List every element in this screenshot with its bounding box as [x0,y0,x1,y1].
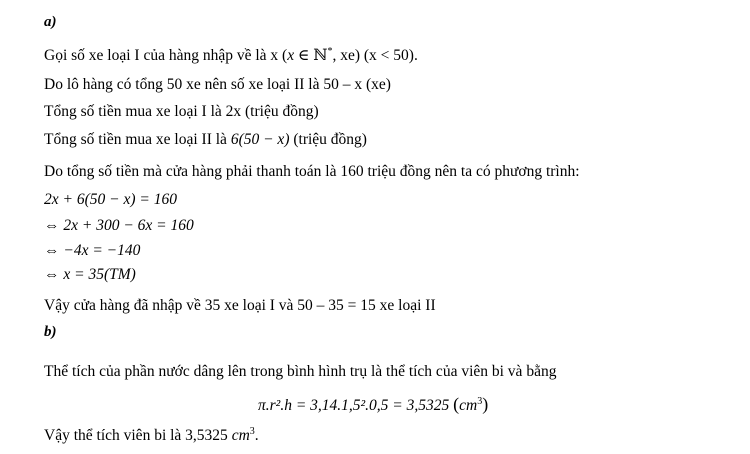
formula-unit-exponent: 3 [477,396,483,407]
line-4-text-post: (triệu đồng) [293,131,367,148]
formula-open-paren: ( [453,394,460,414]
part-a-label: a) [44,14,57,30]
conclusion-unit-exponent: 3 [249,426,255,437]
part-a-line-5: Do tổng số tiền mà cửa hàng phải thanh toán là 160 triệu đồng nên ta có phương trình: [44,163,580,180]
equation-1: 2x + 6(50 − x) = 160 [44,191,177,208]
equation-3: ⇔ −4x = −140 [44,242,141,259]
formula-main: π.r².h = 3,14.1,5².0,5 = 3,5325 [258,397,450,414]
line-1-math-star: * [327,46,333,57]
formula-unit: cm [459,397,478,414]
part-a-line-1 [44,46,418,65]
part-b-line-1: Thể tích của phần nước dâng lên trong bình hình trụ là thể tích của viên bi và bằng [44,363,557,380]
conclusion-period: . [254,427,259,444]
part-a-line-2: Do lô hàng có tổng 50 xe nên số xe loại II là 50 – x (xe) [44,76,391,93]
part-a-line-4 [44,131,367,149]
equation-4: ⇔ x = 35(TM) [44,266,136,283]
part-a-line-3: Tổng số tiền mua xe loại I là 2x (triệu đồng) [44,103,319,120]
part-b-label: b) [44,324,57,340]
line-1-text-pre: Gọi số xe loại I của hàng nhập về là x ( [44,47,288,64]
line-1-text-post: , xe) (x < 50). [332,47,418,64]
line-4-text-pre: Tổng số tiền mua xe loại II là [44,131,227,148]
formula-close-paren: ) [482,394,489,414]
line-4-math: 6(50 − x) [230,131,290,148]
conclusion-unit: cm [231,427,250,444]
part-a-conclusion: Vậy cửa hàng đã nhập về 35 xe loại I và 50 – 35 = 15 xe loại II [44,297,436,314]
conclusion-text: Vậy thể tích viên bi là 3,5325 [44,427,228,444]
line-1-math-set: ℕ [313,47,328,64]
line-1-math-in: ∈ [297,47,310,64]
line-1-math-x: x [287,47,295,64]
equation-2: ⇔ 2x + 300 − 6x = 160 [44,217,194,234]
part-b-formula [258,394,488,415]
part-b-conclusion [44,427,259,445]
